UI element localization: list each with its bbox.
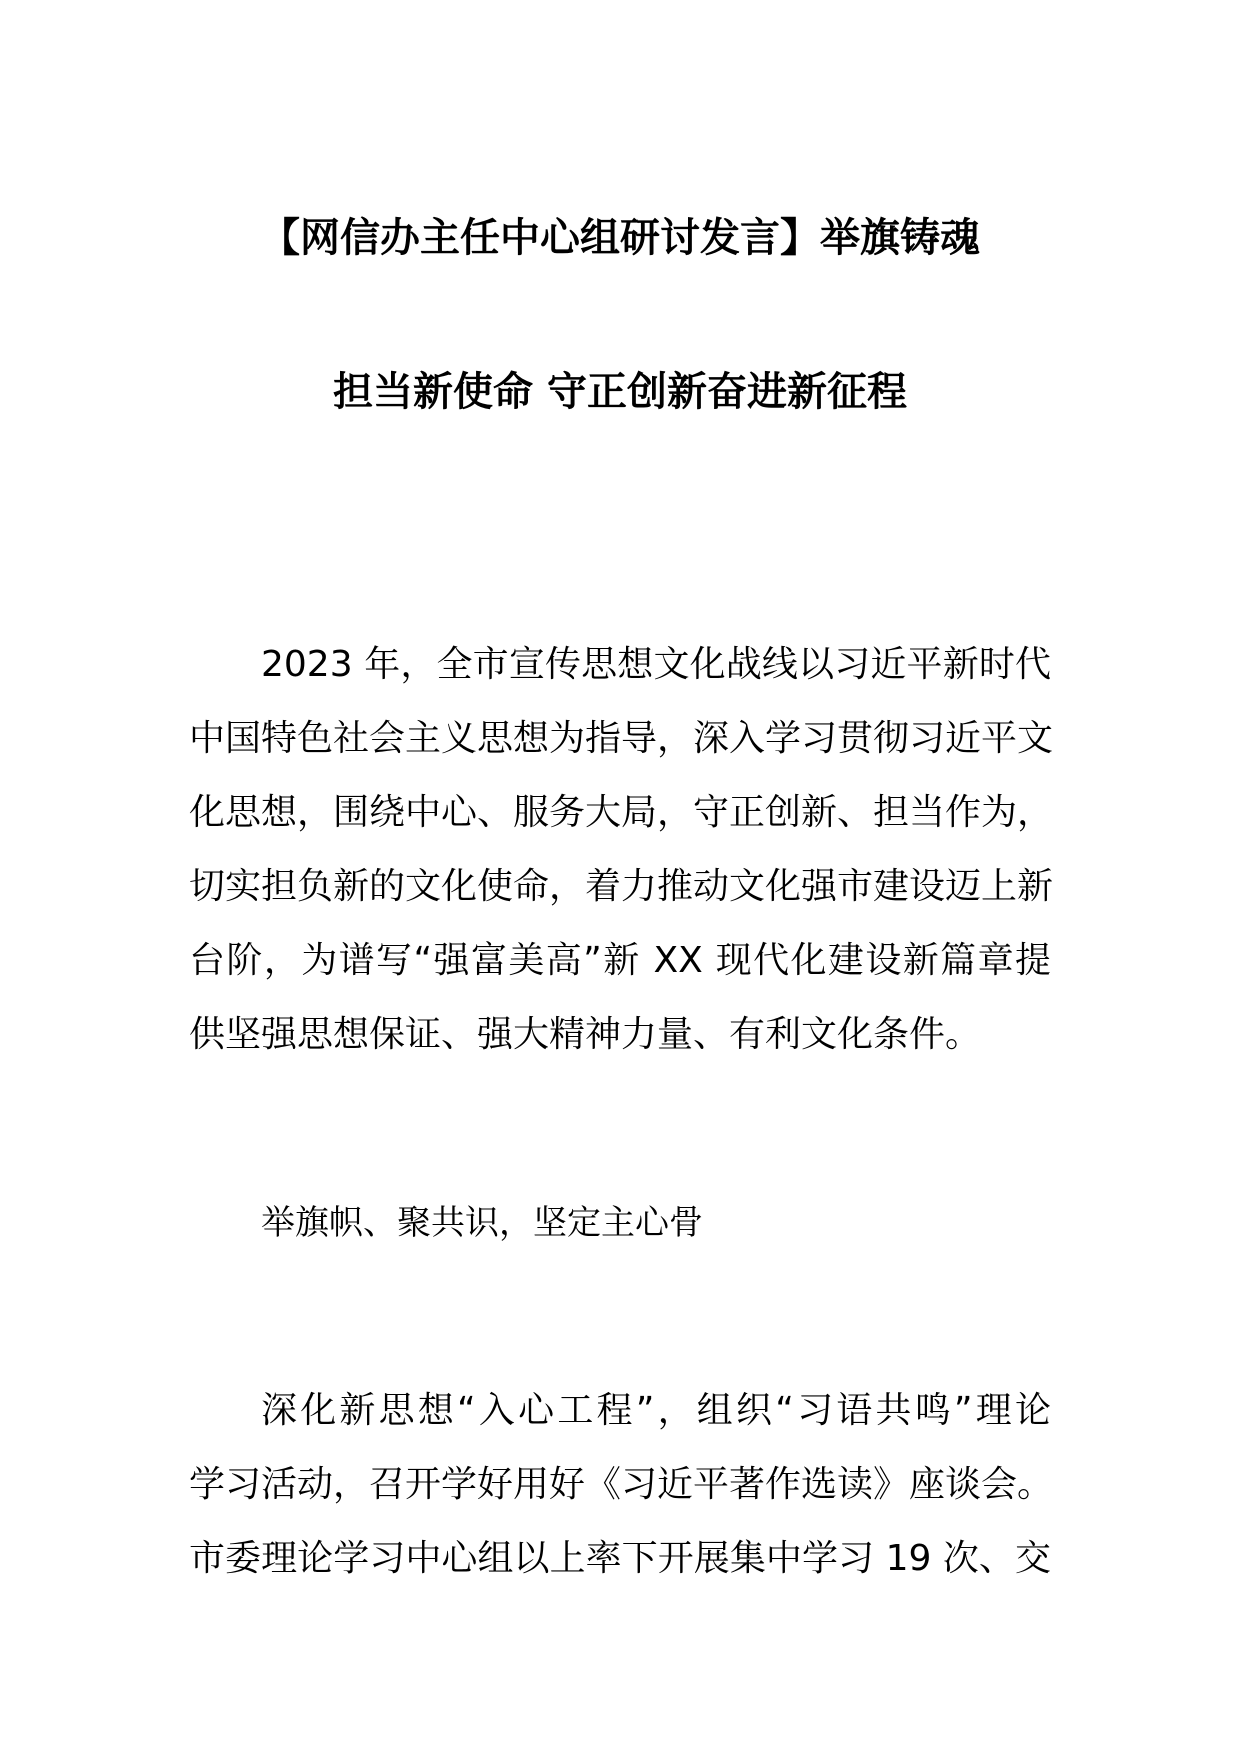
paragraph-2-line: 深化新思想“入心工程”，组织“习语共鸣”理论 bbox=[261, 1390, 1051, 1431]
paragraph-2-line: 学习活动，召开学好用好《习近平著作选读》座谈会。 bbox=[189, 1464, 1054, 1505]
section-heading: 举旗帜、聚共识，坚定主心骨 bbox=[261, 1203, 703, 1243]
paragraph-1-line: 切实担负新的文化使命，着力推动文化强市建设迈上新 bbox=[189, 866, 1054, 907]
document-title-line-2: 担当新使命 守正创新奋进新征程 bbox=[333, 369, 907, 415]
paragraph-1-line: 中国特色社会主义思想为指导，深入学习贯彻习近平文 bbox=[189, 718, 1054, 759]
document-title-line-1: 【网信办主任中心组研讨发言】举旗铸魂 bbox=[260, 215, 980, 261]
paragraph-1-line: 供坚强思想保证、强大精神力量、有利文化条件。 bbox=[189, 1014, 982, 1055]
paragraph-1-line: 化思想，围绕中心、服务大局，守正创新、担当作为， bbox=[189, 792, 1054, 833]
paragraph-2-line: 市委理论学习中心组以上率下开展集中学习 19 次、交 bbox=[189, 1538, 1051, 1579]
paragraph-1-line: 2023 年，全市宣传思想文化战线以习近平新时代 bbox=[261, 644, 1051, 685]
paragraph-1-line: 台阶，为谱写“强富美高”新 XX 现代化建设新篇章提 bbox=[189, 940, 1051, 981]
